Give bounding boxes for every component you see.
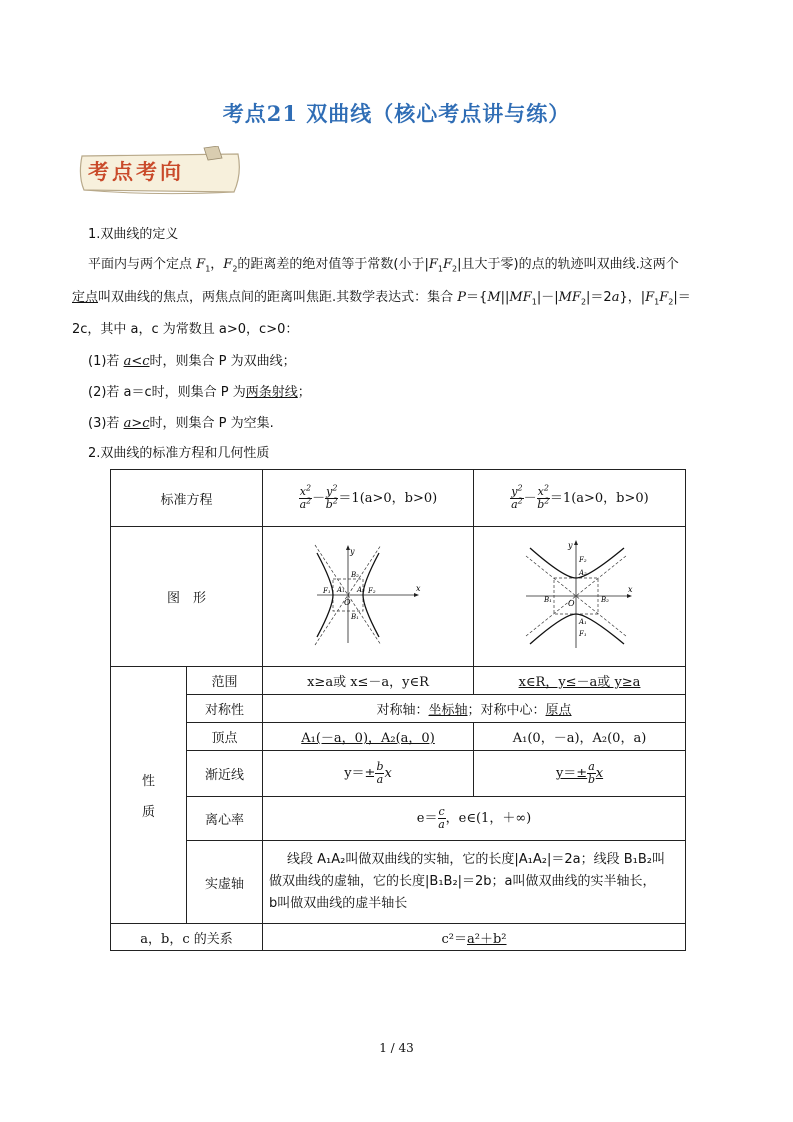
abc-relation-value: c²＝a²＋b² (263, 924, 686, 951)
svg-text:y: y (567, 540, 573, 550)
section-banner (74, 146, 244, 198)
asymptote-vertical: y＝± $\frac{a}{b}$ x (474, 751, 686, 797)
asymptote-horizontal: y＝± $\frac{b}{a}$ x (263, 751, 474, 797)
svg-text:B₂: B₂ (351, 570, 359, 579)
svg-text:F₁: F₁ (323, 586, 331, 595)
svg-text:A₁: A₁ (337, 585, 345, 594)
vertex-vertical: A₁(0，－a)，A₂(0，a) (474, 723, 686, 751)
svg-text:B₁: B₁ (543, 595, 552, 604)
figure-horizontal-hyperbola (263, 527, 474, 667)
equation-y-axis: $\frac{y^2}{a^2}$ － $\frac{x^2}{b^2}$ ＝1(a>0，b>0) (474, 470, 686, 527)
symmetry-value: 对称轴：坐标轴；对称中心：原点 (263, 695, 686, 723)
eccentricity-label: 离心率 (187, 797, 263, 841)
horizontal-hyperbola-graph (313, 543, 423, 647)
svg-text:F₁: F₁ (578, 629, 587, 638)
banner-label: 考点考向 (88, 159, 184, 184)
hyperbola-properties-table (110, 469, 686, 951)
range-vertical: x∈R，y≤－a或 y≥a (474, 667, 686, 695)
svg-text:O: O (344, 597, 351, 607)
properties-label: 性 质 (111, 667, 187, 924)
figure-vertical-hyperbola (474, 527, 686, 667)
paragraph-line-1: 平面内与两个定点 $F_1$，$F_2$的距离差的绝对值等于常数(小于$|F_1F_2|$且大于零)的点的轨迹叫双曲线.这两个 (88, 257, 679, 274)
svg-text:B₁: B₁ (351, 612, 359, 621)
case-1: (1)若 a<c时，则集合 P 为双曲线； (88, 354, 296, 369)
svg-text:B₂: B₂ (600, 595, 609, 604)
paragraph-line-3: 2c，其中 a，c 为常数且 a>0，c>0： (72, 322, 299, 337)
range-horizontal: x≥a或 x≤－a，y∈R (263, 667, 474, 695)
figure-label: 图 形 (111, 527, 263, 667)
svg-text:A₂: A₂ (357, 585, 365, 594)
axis-label: 实虚轴 (187, 841, 263, 924)
standard-equation-label: 标准方程 (111, 470, 263, 527)
svg-text:A₁: A₁ (578, 617, 587, 626)
section-1-heading: 1.双曲线的定义 (88, 227, 179, 242)
page-title: 考点21 双曲线（核心考点讲与练） (222, 101, 571, 126)
asymptote-label: 渐近线 (187, 751, 263, 797)
svg-text:y: y (350, 546, 355, 556)
case-3: (3)若 a>c时，则集合 P 为空集. (88, 416, 274, 431)
case-2: (2)若 a＝c时，则集合 P 为两条射线； (88, 385, 311, 400)
svg-text:x: x (627, 584, 633, 594)
svg-text:x: x (416, 583, 421, 593)
abc-relation-label: a，b，c 的关系 (111, 924, 263, 951)
svg-text:O: O (567, 598, 575, 608)
equation-x-axis: $\frac{x^2}{a^2}$ － $\frac{y^2}{b^2}$ ＝1(a>0，b>0) (263, 470, 474, 527)
page-number: 1 / 43 (379, 1041, 414, 1055)
vertical-hyperbola-graph (524, 540, 636, 650)
paragraph-line-2: 定点叫双曲线的焦点，两焦点间的距离叫焦距.其数学表达式：集合 $P=\{M||MF_1|-|MF_2|=2a\}$，$|F_1F_2|=$ (72, 290, 691, 307)
vertex-horizontal: A₁(－a，0)，A₂(a，0) (263, 723, 474, 751)
svg-text:F₂: F₂ (368, 586, 376, 595)
eccentricity-value: e＝ $\frac{c}{a}$ ，e∈(1，＋∞) (263, 797, 686, 841)
svg-text:A₂: A₂ (578, 568, 587, 577)
svg-text:F₂: F₂ (578, 555, 587, 564)
vertex-label: 顶点 (187, 723, 263, 751)
range-label: 范围 (187, 667, 263, 695)
symmetry-label: 对称性 (187, 695, 263, 723)
axis-description: 线段 A₁A₂叫做双曲线的实轴，它的长度|A₁A₂|＝2a；线段 B₁B₂叫 做双曲线的虚轴，它的长度|B₁B₂|＝2b；a叫做双曲线的实半轴长， b叫做双曲线的虚半轴长 (263, 841, 686, 924)
section-2-heading: 2.双曲线的标准方程和几何性质 (88, 446, 270, 461)
